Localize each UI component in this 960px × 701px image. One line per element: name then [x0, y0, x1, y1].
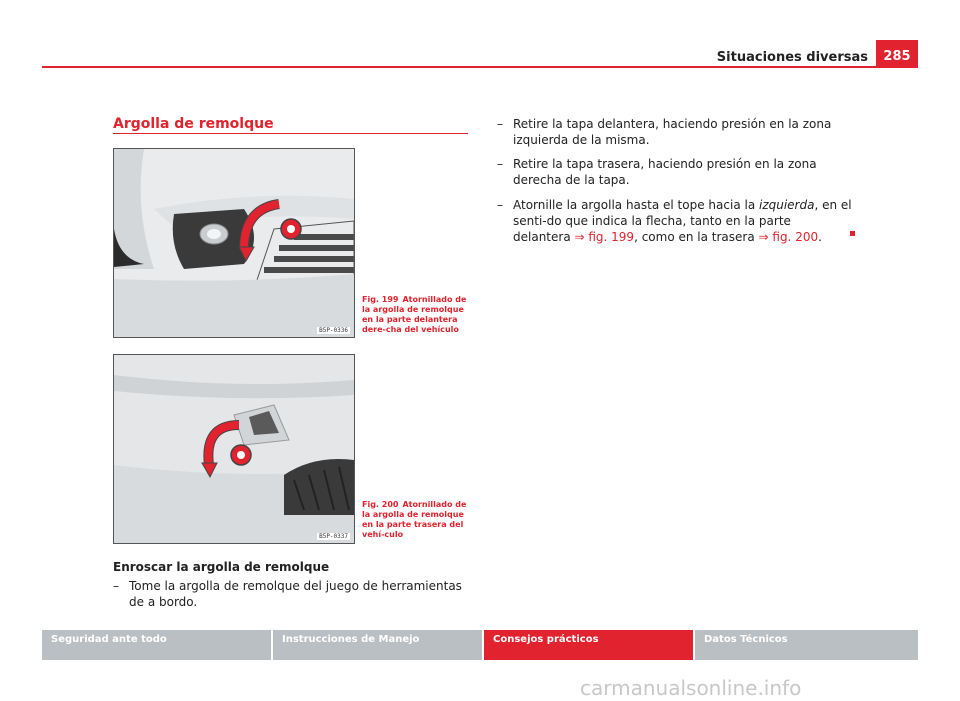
text-run: .	[818, 230, 822, 244]
front-bumper-illustration	[114, 149, 354, 337]
figure-caption-text: Atornillado de la argolla de remolque en la parte trasera del vehí-culo	[362, 500, 467, 539]
footer-tab-seguridad[interactable]: Seguridad ante todo	[42, 630, 271, 660]
section-rule	[113, 133, 468, 134]
figure-code: B5P-0337	[319, 533, 348, 540]
bullet-dash: –	[497, 117, 503, 131]
bullet-item	[497, 116, 852, 148]
bullet-item	[497, 156, 852, 188]
bullet-item	[497, 197, 852, 245]
section-title: Argolla de remolque	[113, 116, 274, 132]
figure-200-link[interactable]: ⇒ fig. 200	[758, 230, 819, 244]
figure-200-caption	[362, 500, 472, 540]
bullet-dash: –	[113, 579, 119, 593]
figure-caption-text: Atornillado de la argolla de remolque en la parte delantera dere-cha del vehículo	[362, 295, 467, 334]
text-run: Atornille la argolla hasta el tope hacia la	[513, 198, 759, 212]
bullet-text: Retire la tapa delantera, haciendo presión en la zona izquierda de la misma.	[513, 117, 832, 147]
rear-bumper-illustration	[114, 355, 354, 543]
bullet-text: Retire la tapa trasera, haciendo presión en la zona derecha de la tapa.	[513, 157, 817, 187]
page-number: 285	[876, 40, 918, 68]
figure-199-image	[113, 148, 355, 338]
bullet-text: Tome la argolla de remolque del juego de herramientas de a bordo.	[129, 579, 462, 609]
figure-label: Fig. 200	[362, 500, 399, 509]
bullet-text	[513, 197, 852, 245]
footer-tab-datos[interactable]: Datos Técnicos	[695, 630, 918, 660]
footer-tab-instrucciones[interactable]: Instrucciones de Manejo	[273, 630, 482, 660]
header-rule	[42, 66, 918, 68]
bullet-dash: –	[497, 198, 503, 212]
header-section-title: Situaciones diversas	[716, 50, 868, 65]
end-of-section-marker	[850, 231, 855, 236]
emphasis-text: izquierda	[758, 198, 815, 212]
bullet-item	[113, 578, 468, 610]
figure-199-caption	[362, 295, 472, 335]
figure-code: B5P-0336	[319, 327, 348, 334]
text-run: , como en la trasera	[634, 230, 759, 244]
watermark: carmanualsonline.info	[580, 676, 802, 700]
figure-label: Fig. 199	[362, 295, 399, 304]
footer-tab-consejos[interactable]: Consejos prácticos	[484, 630, 693, 660]
figure-200-image	[113, 354, 355, 544]
subheading: Enroscar la argolla de remolque	[113, 560, 330, 574]
figure-199-link[interactable]: ⇒ fig. 199	[574, 230, 635, 244]
text-run: , en el senti-do que indica la flecha, tanto en la parte delantera	[513, 198, 852, 244]
bullet-dash: –	[497, 157, 503, 171]
